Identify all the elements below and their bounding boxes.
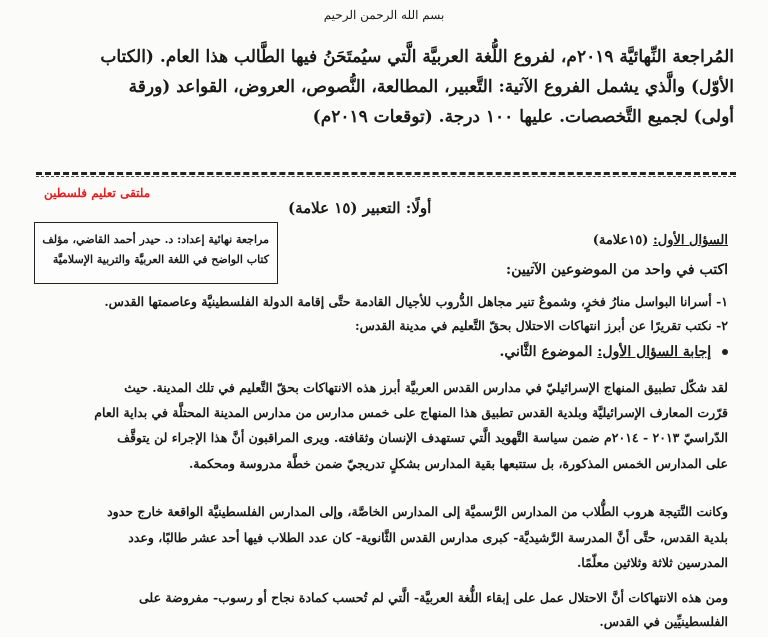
paragraph-line: على المدارس الخمس المذكورة، بل ستتبعها بقية المدارس بشكلٍ تدريجيّ ضمن خطَّة مدروسة ومحكمة. [188, 456, 728, 471]
option-2: ٢- نكتب تقريرًا عن أبرز انتهاكات الاحتلال بحقّ التَّعليم في مدينة القدس: [354, 318, 728, 333]
paragraph-line: بلدية القدس، حتَّى أنَّ المدرسة الرَّشيديَّة- كبرى مدارس القدس الثَّانوية- كان عدد الطلاب فيها أحد عشر طالبًا، وعدد [128, 530, 728, 545]
section-title: أولًا: التعبير (١٥ علامة) [288, 199, 432, 217]
intro-line-3: أولى) لجميع التَّخصصات. عليها ١٠٠ درجة. (توقعات ٢٠١٩م) [312, 107, 734, 127]
intro-line-2: الأوّل) والَّذي يشمل الفروع الآتية: التَّعبير، المطالعة، النُّصوص، العروض، القواعد (ورقة [128, 77, 734, 97]
paragraph-line: لقد شكّل تطبيق المنهاج الإسرائيليّ في مدارس القدس العربيَّة أبرز هذه الانتهاكات بحقّ التَّعليم في تلك المدينة. حيث [124, 380, 728, 395]
separator-dashed-thin [36, 176, 736, 177]
credit-line-1: مراجعة نهائية إعداد: د. حيدر أحمد القاضي، مؤلف [42, 233, 269, 246]
instruction: اكتب في واحد من الموضوعين الآتيين: [506, 262, 728, 278]
answer-heading [499, 344, 728, 360]
answer-topic: الموضوع الثَّاني. [499, 344, 593, 360]
bullet-icon [722, 349, 728, 355]
separator-dashed [36, 172, 736, 175]
basmala: بسم الله الرحمن الرحيم [323, 8, 445, 22]
forum-label: ملتقى تعليم فلسطين [44, 186, 151, 200]
paragraph-line: قرّرت المعارف الإسرائيليَّة وبلدية القدس تطبيق هذا المنهاج على خمس مدارس من مدارس المدينة المحتلَّة في بداية العام [94, 405, 728, 420]
question-heading [593, 233, 728, 248]
question-marks: (١٥علامة) [592, 233, 649, 248]
paragraph-line: وكانت النَّتيجة هروب الطُّلاب من المدارس الرَّسميَّة إلى المدارس الخاصَّة، وإلى المدارس الفلسطينيَّة الواقعة خارج حدود [107, 504, 728, 519]
paragraph-line: ومن هذه الانتهاكات أنَّ الاحتلال عمل على إبقاء اللُّغة العربيَّة- الَّتي لم تُحسب كمادة نجاح أو رسوب- مفروضة على [139, 590, 728, 605]
paragraph-line: الفلسطينيِّين في القدس. [599, 614, 728, 629]
paragraph-line: الدّراسيّ ٢٠١٣ - ٢٠١٤م ضمن سياسة التَّهويد الَّتي تستهدف الإنسان وثقافته. ويرى المراقبون أنَّ هذا الإجراء لن يتوقَّف [117, 430, 728, 445]
question-label: السؤال الأول: [652, 233, 728, 248]
intro-line-1: المُراجعة النِّهائيَّة ٢٠١٩م، لفروع اللُّغة العربيَّة الَّتي سيُمتَحَنُ فيها الطَّالب هذا العام. (الكتاب [100, 47, 734, 67]
option-1: ١- أسرانا البواسل منارُ فخرٍ، وشموعٌ تنير مجاهل الدُّروب للأجيال القادمة حتَّى إقامة الدولة الفلسطينيَّة وعاصمتها القدس. [104, 294, 728, 309]
answer-label: إجابة السؤال الأول: [597, 344, 712, 360]
credit-box [34, 222, 278, 284]
paragraph-line: المدرسين ثلاثة وثلاثين معلّمًا. [576, 555, 728, 570]
credit-line-2: كتاب الواضح في اللغة العربيَّة والتربية الإسلاميَّة [52, 253, 269, 266]
